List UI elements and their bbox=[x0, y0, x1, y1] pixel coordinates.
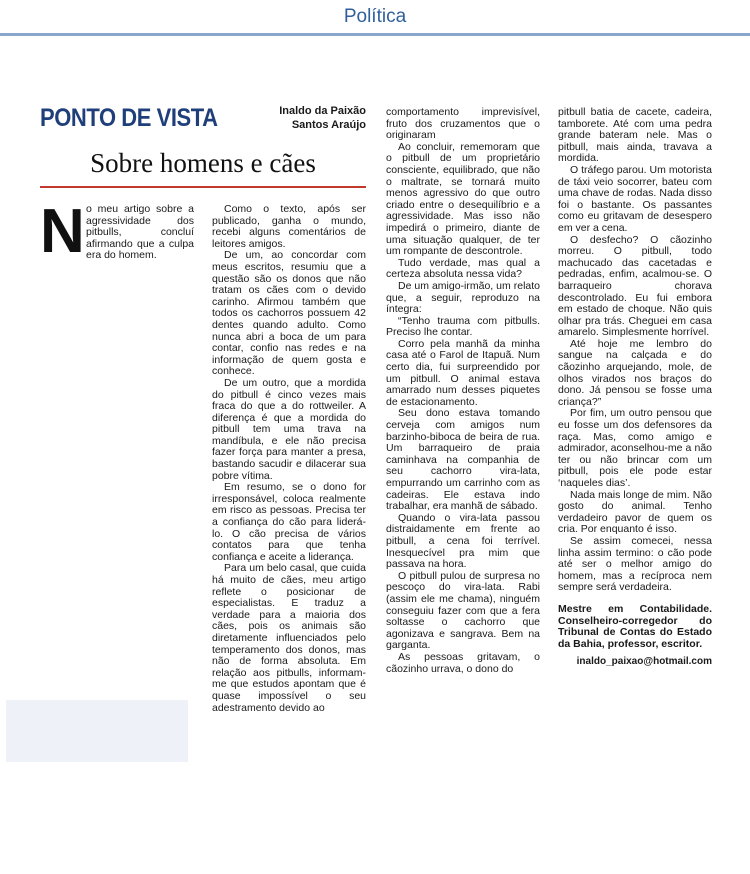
paragraph: Quando o vira-lata passou distraidamente em frente ao pitbull, a cena foi terrível. Inesquecível pra mim que passava na hora. bbox=[386, 511, 540, 571]
paragraph: “Tenho trauma com pitbulls. Preciso lhe contar. bbox=[386, 314, 540, 339]
drop-cap: N bbox=[40, 197, 85, 266]
decorative-panel bbox=[6, 700, 188, 762]
section-title: Política bbox=[343, 6, 407, 27]
paragraph: comportamento imprevisível, fruto dos cruzamentos que o originaram bbox=[386, 106, 540, 142]
article-column-3 bbox=[386, 107, 540, 675]
author-bio bbox=[558, 604, 712, 650]
paragraph: Se assim comecei, nessa linha assim termino: o cão pode até ser o melhor amigo do homem, mas a recíproca nem sempre será verdadeira. bbox=[558, 534, 712, 594]
paragraph: Nada mais longe de mim. Não gosto do animal. Tenho verdadeiro pavor de quem os cria. Por enquanto é isso. bbox=[558, 488, 712, 536]
paragraph: Até hoje me lembro do sangue na calçada e do cãozinho arquejando, mole, de olhos virados nos braços do dono. Já pensou se fosse uma criança?” bbox=[558, 337, 712, 408]
section-rule bbox=[0, 33, 750, 36]
paragraph: o meu artigo sobre a agressividade dos pitbulls, concluí afirmando que a culpa era do homem. bbox=[86, 203, 194, 262]
paragraph: Por fim, um outro pensou que eu fosse um dos defensores da raça. Mas, como amigo e admirador, aconselhou-me a não ter ou não brincar com um pitbull, pois ele pode estar ‘naqueles dias’. bbox=[558, 407, 712, 489]
paragraph: O desfecho? O cãozinho morreu. O pitbull, todo machucado das cacetadas e pedradas, enfim, acalmou-se. O barraqueiro chorava descontrolado. Eu fui embora em estado de choque. Não quis olhar pra trás. Cheguei em casa amarelo. Simplesmente horrível. bbox=[558, 233, 712, 339]
article-column-4 bbox=[558, 107, 712, 668]
paragraph: Corro pela manhã da minha casa até o Farol de Itapuã. Num certo dia, fui surpreendido por um pitbull. O animal estava amarrado num desses piquetes de estacionamento. bbox=[386, 337, 540, 408]
column-kicker: PONTO DE VISTA bbox=[40, 104, 218, 132]
paragraph: As pessoas gritavam, o cãozinho urrava, o dono do bbox=[386, 650, 540, 675]
paragraph: Para um belo casal, que cuida há muito de cães, meu artigo reflete o posicionar de especialistas. E traduz a verdade para a maioria dos cães, pois os animais são diretamente influenciados pelo temperamento dos donos, mas não de forma absoluta. Em relação aos pitbulls, informam-me que estudos apontam que é quase impossível o seu adestramento devido ao bbox=[212, 562, 366, 714]
paragraph: pitbull batia de cacete, cadeira, tamborete. Até com uma pedra grande bateram nele. Mas o pitbull, mais ainda, travava a mordida. bbox=[558, 106, 712, 165]
author-email: inaldo_paixao@hotmail.com bbox=[576, 656, 712, 668]
article-column-2 bbox=[212, 204, 366, 714]
paragraph: Tudo verdade, mas qual a certeza absoluta nessa vida? bbox=[386, 256, 540, 281]
paragraph: O tráfego parou. Um motorista de táxi veio socorrer, bateu com uma chave de rodas. Nada disso foi o bastante. Os passantes como eu gritavam de desespero em ver a cena. bbox=[558, 163, 712, 234]
paragraph: O pitbull pulou de surpresa no pescoço do vira-lata. Rabi (assim ele me chama), ninguém conseguiu fazer com que a fera soltasse o cachorro que agonizava e sangrava. Bem na garganta. bbox=[386, 569, 540, 652]
author-name-line1: Inaldo da Paixão bbox=[279, 105, 366, 117]
article-headline: Sobre homens e cães bbox=[90, 148, 316, 178]
paragraph: Ao concluir, rememoram que o pitbull de um proprietário consciente, equilibrado, que não o maltrate, se tornará muito menos agressivo do que outro criado entre o desequilíbrio e a agressividade. Mas isso não impedirá o primeiro, diante de uma situação qualquer, de ter um rompante de descontrole. bbox=[386, 140, 540, 258]
author-byline bbox=[260, 104, 366, 132]
article-column-1 bbox=[40, 197, 194, 266]
headline-rule bbox=[40, 186, 366, 188]
author-bio-text: Mestre em Contabilidade. Conselheiro-corregedor do Tribunal de Contas do Estado da Bahia, professor, escritor. bbox=[558, 602, 712, 650]
paragraph: De um amigo-irmão, um relato que, a seguir, reproduzo na íntegra: bbox=[386, 279, 540, 316]
paragraph: Seu dono estava tomando cerveja com amigos num barzinho-biboca de beira de rua. Um barraqueiro de praia caminhava na companhia de seu cachorro vira-lata, empurrando um carrinho com as cadeiras. Ele estava indo trabalhar, era manhã de sábado. bbox=[386, 407, 540, 513]
section-header bbox=[0, 0, 750, 34]
paragraph: De um, ao concordar com meus escritos, resumiu que a questão são os donos que não tratam os cães com o devido carinho. Afirmou também que todos os cachorros possuem 42 dentes quando adulto. Como nunca abri a boca de um para contar, confio nas redes e na informação de quem gosta e conhece. bbox=[212, 249, 366, 378]
paragraph: De um outro, que a mordida do pitbull é cinco vezes mais fraca do que a do rottweiler. A diferença é que a mordida do pitbull tem uma trava na mandíbula, e ele não precisa fazer força para manter a presa, bastando sacudir e dilacerar sua pobre vítima. bbox=[212, 376, 366, 482]
paragraph: Como o texto, após ser publicado, ganha o mundo, recebi alguns comentários de leitores amigos. bbox=[212, 203, 366, 250]
paragraph: Em resumo, se o dono for irresponsável, coloca realmente em risco as pessoas. Precisa ter a confiança do cão para liderá-lo. O cão precisa de vários contatos para que tenha confiança e aceite a liderança. bbox=[212, 481, 366, 563]
author-name-line2: Santos Araújo bbox=[291, 119, 366, 131]
